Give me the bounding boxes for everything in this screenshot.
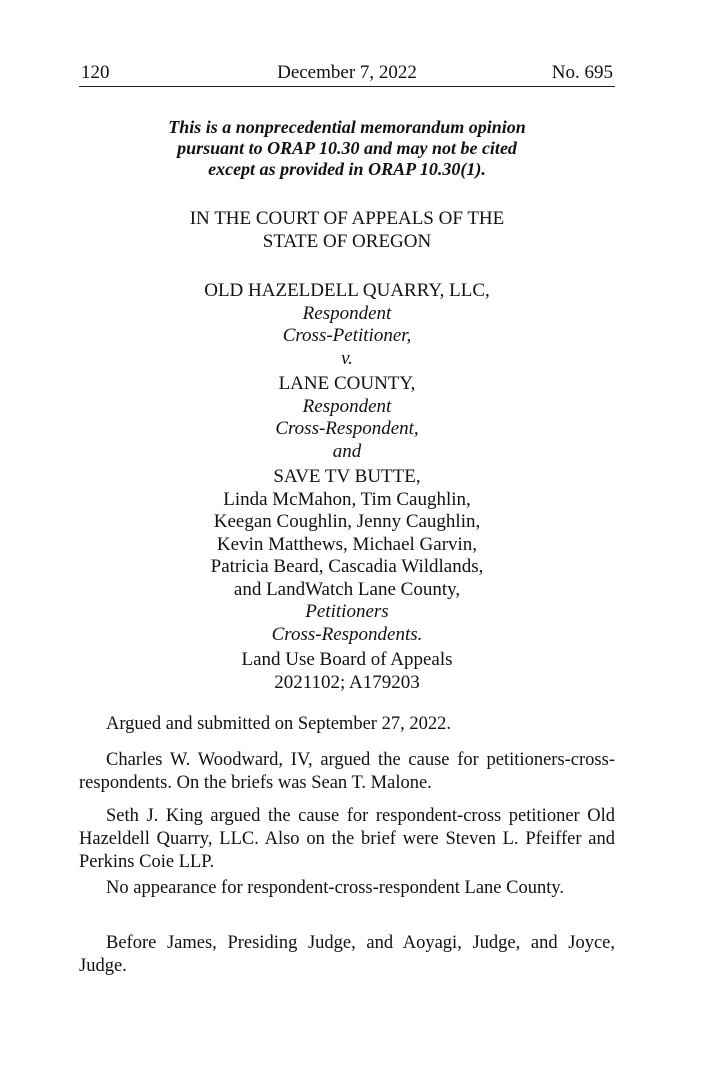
- panel-paragraph: [79, 932, 615, 978]
- panel-text: Before James, Presiding Judge, and Aoyagi, Judge, and Joyce, Judge.: [79, 933, 615, 976]
- versus: v.: [341, 347, 353, 369]
- party-county-role: Cross-Respondent,: [275, 418, 419, 439]
- party-quarry-role: Respondent: [302, 302, 392, 324]
- counsel-text: Charles W. Woodward, IV, argued the cause for petitioners-cross-respondents. On the briefs was Sean T. Malone.: [79, 750, 615, 793]
- notice-line: except as provided in ORAP 10.30(1).: [208, 159, 486, 179]
- counsel-text: Seth J. King argued the cause for respondent-cross petitioner Old Hazeldell Quarry, LLC. Also on the brief were Steven L. Pfeiffer and Perkins Coie LLP.: [79, 806, 615, 872]
- tribunal: Land Use Board of Appeals: [241, 649, 453, 670]
- case-numbers: 2021102; A179203: [274, 671, 420, 693]
- header-date: December 7, 2022: [277, 62, 417, 83]
- party-quarry: OLD HAZELDELL QUARRY, LLC,: [204, 280, 490, 301]
- no-appearance-paragraph: [79, 877, 615, 900]
- party-quarry-role: Cross-Petitioner,: [282, 325, 412, 346]
- page-number: 120: [81, 62, 110, 83]
- counsel-paragraph: [79, 749, 615, 795]
- party-petitioners: and LandWatch Lane County,: [233, 578, 461, 600]
- party-petitioners-role: Cross-Respondents.: [271, 623, 423, 645]
- running-header: [79, 60, 615, 87]
- argued-paragraph: [79, 713, 615, 736]
- party-petitioners-role: Petitioners: [305, 601, 389, 622]
- notice-line: This is a nonprecedential memorandum opinion: [168, 117, 526, 137]
- party-petitioners: SAVE TV BUTTE,: [273, 466, 421, 487]
- court-heading: [79, 207, 615, 253]
- party-petitioners: Keegan Coughlin, Jenny Caughlin,: [213, 511, 481, 532]
- counsel-paragraph: [79, 805, 615, 874]
- court-name-line1: IN THE COURT OF APPEALS OF THE: [189, 208, 505, 229]
- notice-line: pursuant to ORAP 10.30 and may not be cited: [177, 138, 517, 158]
- report-number: No. 695: [551, 62, 613, 83]
- party-county-role: Respondent: [302, 395, 392, 417]
- party-petitioners: Kevin Matthews, Michael Garvin,: [216, 533, 478, 555]
- and-connector: and: [332, 440, 362, 462]
- party-county: LANE COUNTY,: [278, 373, 416, 394]
- no-appearance-text: No appearance for respondent-cross-respondent Lane County.: [106, 878, 565, 898]
- argued-text: Argued and submitted on September 27, 2022.: [106, 714, 451, 734]
- party-petitioners: Linda McMahon, Tim Caughlin,: [223, 488, 471, 510]
- nonprecedential-notice: [79, 117, 615, 180]
- case-caption: [79, 280, 615, 694]
- court-name-line2: STATE OF OREGON: [262, 231, 432, 252]
- party-petitioners: Patricia Beard, Cascadia Wildlands,: [210, 556, 484, 577]
